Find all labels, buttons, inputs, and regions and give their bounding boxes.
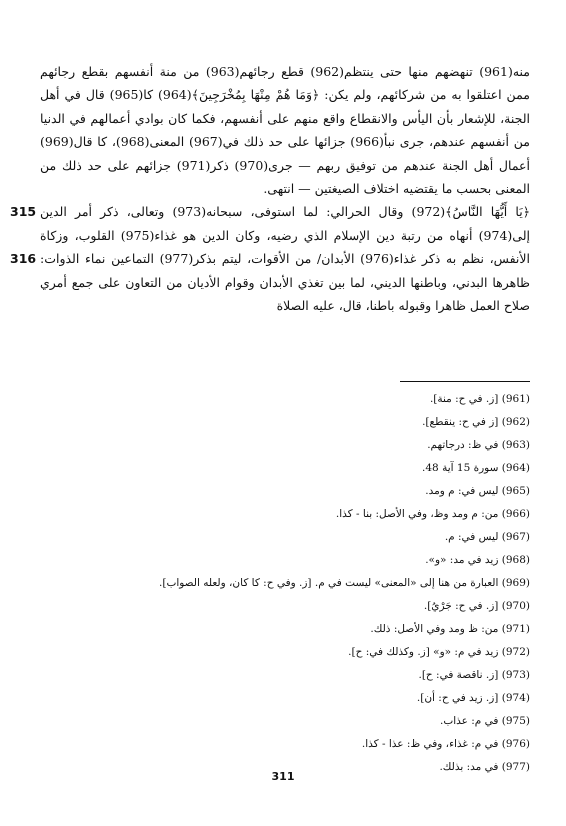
verse-number-315: 315 bbox=[10, 204, 37, 220]
footnote-965: (965) ليس في: م ومد. bbox=[425, 485, 530, 497]
footnote-969: (969) العبارة من هنا إلى «المعنى» ليست في م. [ز. وفي ح: كا كان، ولعله الصواب]. bbox=[159, 577, 530, 589]
paragraph-1: منه(961) تنهضهم منها حتى ينتظم(962) قطع رجائهم(963) من منة أنفسهم بقطع رجائهم ممن اعتلقوا به من شركائهم، ولم يكن: ﴿وَمَا هُمْ مِنْهَا بِمُخْرَجِينَ﴾(964) كا(965) قال في أهل الجنة، للإشعار بأن اليأس والانقطاع واقع منهم على أنفسهم، فكما كان بوادي أعمالهم في الدنيا من أنفسهم عندهم، جرى نبأ(966) جزائها على حد ذلك في(967) المعنى(968)، كا قال(969) أعمال أهل الجنة عندهم من توفيق ربهم — جرى(970) ذكر(971) جزائهم على حد ذلك من المعنى بحسب ما يقتضيه اختلاف الصيغتين — انتهى. bbox=[40, 64, 530, 197]
footnote-973: (973) [ز. ناقصة في: ح]. bbox=[418, 669, 530, 681]
footnote-961: (961) [ز. في ح: منة]. bbox=[429, 393, 530, 405]
paragraph-2: ﴿يَا أَيُّهَا النَّاسُ﴾(972) وقال الحرالي: لما استوفى، سبحانه(973) وتعالى، ذكر أمر الدين إلى(974) أنهاه من رتبة دين الإسلام الذي رضيه، وكان الدين هو غذاء(975) القلوب، وزكاة الأنفس، نظم به ذكر غذاء(976) الأبدان/ من الأقوات، ليتم بذكر(977) التماعين نماء الذوات: ظاهرها البدني، وباطنها الديني، لما بين تغذي الأبدان وقوام الأديان من التعاون على جمع أمري صلاح العمل ظاهرا وقبوله باطنا، قال، عليه الصلاة bbox=[40, 204, 531, 314]
footnote-967: (967) ليس في: م. bbox=[444, 531, 530, 543]
verse-number-316: 316 bbox=[10, 251, 37, 267]
footnote-974: (974) [ز. زيد في ح: أن]. bbox=[416, 692, 530, 704]
main-text bbox=[10, 60, 531, 317]
footnote-976: (976) في م: غذاء، وفي ظ: عذا - كذا. bbox=[361, 738, 530, 750]
footnotes-list bbox=[159, 388, 530, 779]
footnote-970: (970) [ز. في ح: جَرْيُ]. bbox=[423, 600, 530, 612]
footnote-975: (975) في م: عذاب. bbox=[440, 715, 530, 727]
footnote-971: (971) من: ظ ومد وفي الأصل: ذلك. bbox=[370, 623, 530, 635]
footnote-963: (963) في ظ: درجاتهم. bbox=[427, 439, 530, 451]
footnote-966: (966) من: م ومد وظ، وفي الأصل: بنا - كذا. bbox=[335, 508, 530, 520]
footnote-972: (972) زيد في م: «و» [ز. وكذلك في: ح]. bbox=[348, 646, 530, 658]
page-number: 311 bbox=[271, 770, 295, 783]
footnote-962: (962) [ز في ح: ينقطع]. bbox=[422, 416, 530, 428]
footnote-968: (968) زيد في مد: «و». bbox=[425, 554, 530, 566]
footnote-977: (977) في مد: بذلك. bbox=[439, 761, 530, 773]
footnote-964: (964) سورة 15 آية 48. bbox=[422, 462, 530, 474]
footnote-separator bbox=[400, 381, 530, 382]
paragraph-2-block bbox=[10, 200, 531, 317]
